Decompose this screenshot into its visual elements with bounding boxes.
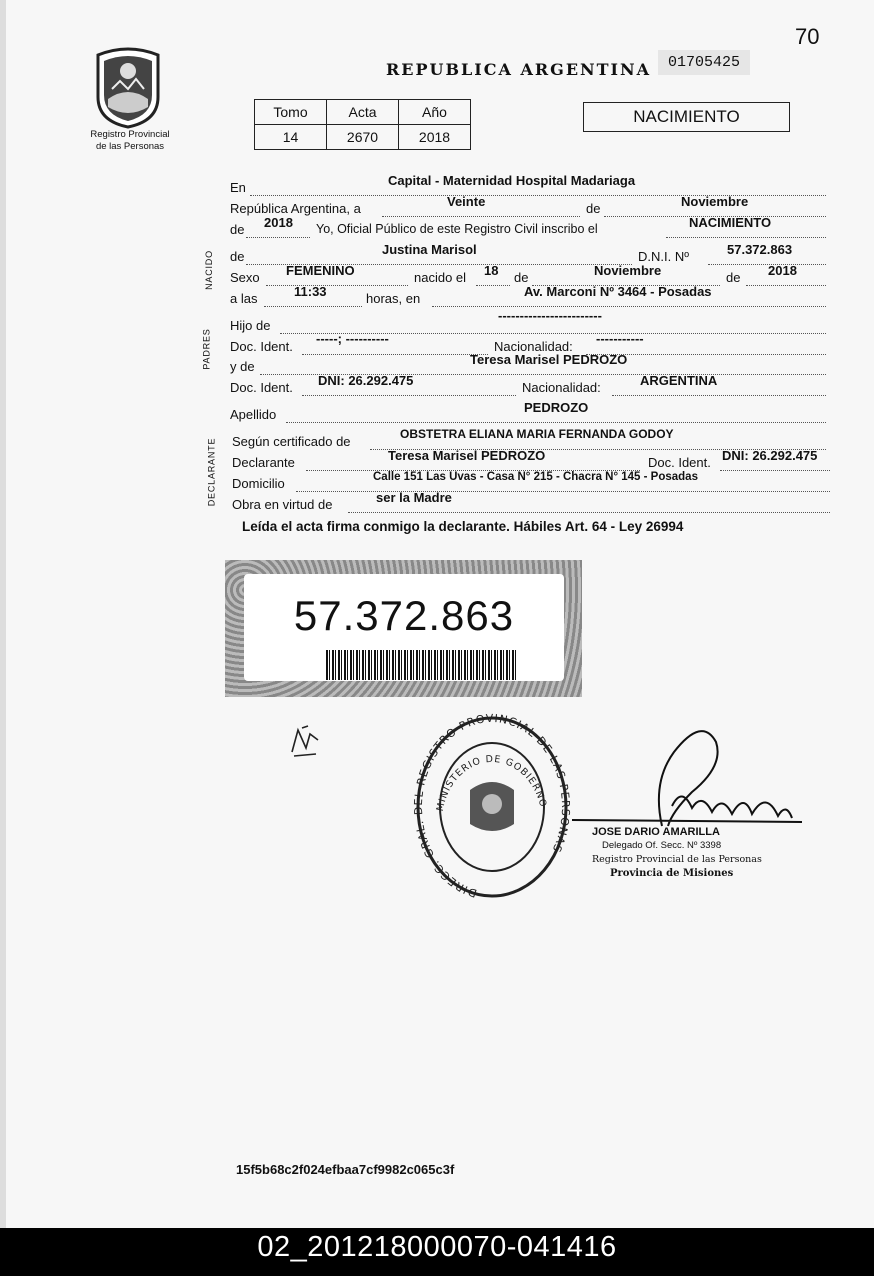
sexo-label: Sexo [230, 270, 260, 285]
dotted-line [302, 353, 488, 355]
inscription-value: NACIMIENTO [689, 215, 772, 230]
dotted-line [666, 236, 826, 238]
name-value: Justina Marisol [382, 242, 477, 257]
nacido-label: nacido el [414, 270, 467, 285]
day-words-value: Veinte [447, 194, 486, 209]
dotted-line [476, 284, 510, 286]
footer-id: 02_201218000070-041416 [257, 1231, 617, 1263]
declarante-label: Declarante [232, 455, 295, 470]
en-label: En [230, 180, 246, 195]
place-value: Capital - Maternidad Hospital Madariaga [388, 173, 636, 188]
row-inscription [230, 215, 826, 238]
birth-day-value: 18 [484, 263, 499, 278]
obra-label: Obra en virtud de [232, 497, 333, 512]
barcode [326, 650, 516, 680]
apellido-label: Apellido [230, 407, 277, 422]
row-mother-doc [230, 373, 826, 396]
document-hash: 15f5b68c2f024efbaa7cf9982c065c3f [236, 1162, 455, 1177]
address-value: Calle 151 Las Uvas - Casa N° 215 - Chacra N° 145 - Posadas [373, 471, 698, 483]
side-label-declarante: DECLARANTE [206, 437, 217, 507]
dni-value: 57.372.863 [727, 242, 793, 257]
dotted-line [432, 305, 826, 307]
tomo-value: 14 [255, 125, 327, 150]
dotted-line [266, 284, 408, 286]
signer-office: Registro Provincial de las Personas [592, 854, 762, 865]
mother-doc-value: DNI: 26.292.475 [318, 373, 414, 388]
seal-caption: Registro Provincial de las Personas [90, 129, 170, 152]
horas-label: horas, en [366, 291, 421, 306]
signer-name: JOSE DARIO AMARILLA [592, 826, 720, 838]
signer-province: Provincia de Misiones [610, 868, 734, 879]
row-surname [230, 400, 826, 423]
anio-header: Año [399, 100, 471, 125]
row-declarant [230, 448, 830, 471]
certificate-value: OBSTETRA ELIANA MARIA FERNANDA GODOY [400, 427, 674, 441]
y-de-label: y de [230, 359, 255, 374]
dotted-line [612, 394, 826, 396]
official-oval-seal [412, 712, 572, 902]
de-label: de [230, 249, 245, 264]
dotted-line [348, 511, 830, 513]
record-table [254, 99, 471, 150]
birth-place-value: Av. Marconi Nº 3464 - Posadas [524, 284, 712, 299]
nacionalidad-label: Nacionalidad: [522, 380, 601, 395]
mother-nat-value: ARGENTINA [640, 373, 718, 388]
doc-ident-label: Doc. Ident. [230, 339, 293, 354]
mother-value: Teresa Marisel PEDROZO [470, 352, 628, 367]
official-text: Yo, Oficial Público de este Registro Civil inscribo el [316, 222, 598, 236]
hijo-label: Hijo de [230, 318, 271, 333]
father-nat-value: ----------- [596, 331, 644, 346]
month-value: Noviembre [681, 194, 749, 209]
dotted-line [302, 394, 516, 396]
acta-header: Acta [327, 100, 399, 125]
year-value: 2018 [264, 215, 293, 230]
official-signature [552, 722, 816, 834]
dotted-line [382, 215, 580, 217]
republica-label: República Argentina, a [230, 201, 361, 216]
seal-outer-text: DIRECC. GRAL. DEL REGISTRO PROVINCIAL DE LAS PERSONAS [412, 712, 572, 900]
doc-ident-label: Doc. Ident. [230, 380, 293, 395]
row-address [230, 471, 830, 492]
surname-value: PEDROZO [524, 400, 589, 415]
dotted-line [286, 421, 826, 423]
row-capacity [230, 490, 830, 513]
stamp-inner [244, 574, 564, 681]
de-label: de [514, 270, 529, 285]
nacionalidad-label: Nacionalidad: [494, 339, 573, 354]
father-value: ------------------------ [498, 308, 602, 323]
sexo-value: FEMENINO [286, 263, 355, 278]
a-las-label: a las [230, 291, 258, 306]
dotted-line [708, 263, 826, 265]
dotted-line [720, 469, 830, 471]
anio-value: 2018 [399, 125, 471, 150]
birth-month-value: Noviembre [594, 263, 662, 278]
tomo-header: Tomo [255, 100, 327, 125]
dni-stamp [225, 560, 582, 697]
row-time [230, 284, 826, 307]
side-label-padres: PADRES [201, 328, 212, 370]
stamp-number: 57.372.863 [293, 592, 515, 639]
document-title: REPUBLICA ARGENTINA [386, 60, 652, 79]
segun-label: Según certificado de [232, 434, 351, 449]
signature-block [592, 825, 762, 881]
record-type-box: NACIMIENTO [583, 102, 790, 132]
declarant-value: Teresa Marisel PEDROZO [388, 448, 546, 463]
seal-inner-text: MINISTERIO DE GOBIERNO [434, 753, 549, 813]
signer-role: Delegado Of. Secc. Nº 3398 [602, 840, 722, 851]
dotted-line [746, 284, 826, 286]
de-label: de [586, 201, 601, 216]
acta-value: 2670 [327, 125, 399, 150]
dotted-line [246, 236, 310, 238]
time-value: 11:33 [294, 284, 327, 299]
page-number: 70 [795, 24, 820, 49]
dni-label: D.N.I. Nº [638, 249, 689, 264]
serial-number: 01705425 [658, 50, 750, 75]
de-label: de [230, 222, 245, 237]
dotted-line [264, 305, 362, 307]
de-label: de [726, 270, 741, 285]
father-doc-value: -----; ---------- [316, 331, 389, 346]
side-label-nacido: NACIDO [203, 250, 214, 290]
declarant-doc-value: DNI: 26.292.475 [722, 448, 818, 463]
provincial-seal-logo [92, 45, 164, 129]
domicilio-label: Domicilio [232, 476, 285, 491]
doc-ident-label: Doc. Ident. [648, 455, 711, 470]
closing-statement: Leída el acta firma conmigo la declarante. Hábiles Art. 64 - Ley 26994 [242, 519, 684, 534]
capacity-value: ser la Madre [376, 490, 452, 505]
birth-year-value: 2018 [768, 263, 797, 278]
initials-scribble [288, 722, 322, 760]
